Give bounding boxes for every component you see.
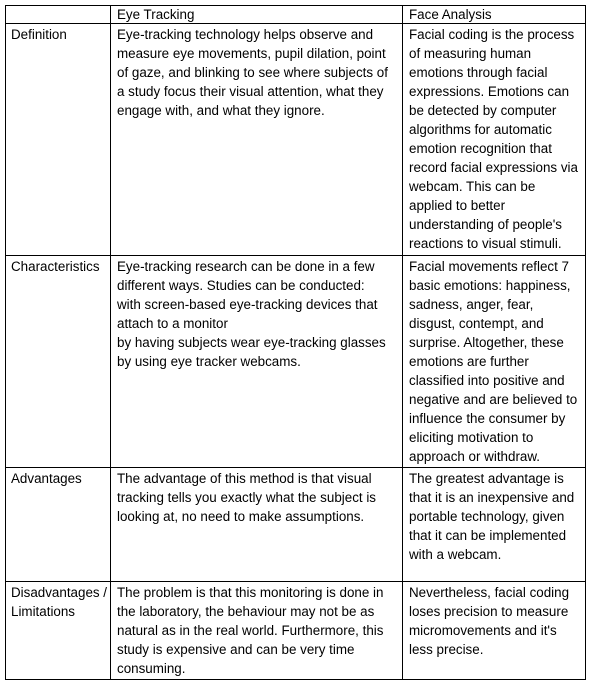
cell-face-analysis-advantages: The greatest advantage is that it is an inexpensive and portable technology, given that it can be implemented with a webcam. [403, 468, 586, 582]
table-row-definition [6, 24, 586, 256]
cell-eye-tracking-definition: Eye-tracking technology helps observe and measure eye movements, pupil dilation, point of gaze, and blinking to see where subjects of a study focus their visual attention, what they engage with, and what they ignore. [111, 24, 403, 256]
header-row [6, 6, 586, 24]
characteristics-line: by having subjects wear eye-tracking glasses [117, 335, 386, 350]
row-label-disadvantages: Disadvantages / Limitations [6, 582, 111, 680]
table-row-advantages [6, 468, 586, 582]
cell-face-analysis-disadvantages: Nevertheless, facial coding loses precision to measure micromovements and it's less precise. [403, 582, 586, 680]
header-cell-face-analysis: Face Analysis [403, 6, 586, 24]
comparison-table [5, 5, 586, 680]
row-label-characteristics: Characteristics [6, 256, 111, 468]
cell-face-analysis-characteristics: Facial movements reflect 7 basic emotions: happiness, sadness, anger, fear, disgust, contempt, and surprise. Altogether, these emotions are further classified into positive and negative and are believed to influence the consumer by eliciting motivation to approach or withdraw. [403, 256, 586, 468]
cell-eye-tracking-characteristics [111, 256, 403, 468]
row-label-definition: Definition [6, 24, 111, 256]
characteristics-line: Eye-tracking research can be done in a few different ways. Studies can be conducted: [117, 259, 375, 293]
cell-eye-tracking-disadvantages: The problem is that this monitoring is done in the laboratory, the behaviour may not be as natural as in the real world. Furthermore, this study is expensive and can be very time consuming. [111, 582, 403, 680]
table-row-disadvantages [6, 582, 586, 680]
header-cell-empty [6, 6, 111, 24]
cell-eye-tracking-advantages: The advantage of this method is that visual tracking tells you exactly what the subject is looking at, no need to make assumptions. [111, 468, 403, 582]
characteristics-line: by using eye tracker webcams. [117, 354, 301, 369]
characteristics-line: with screen-based eye-tracking devices that attach to a monitor [117, 297, 378, 331]
header-cell-eye-tracking: Eye Tracking [111, 6, 403, 24]
cell-face-analysis-definition: Facial coding is the process of measuring human emotions through facial expressions. Emotions can be detected by computer algorithms for automatic emotion recognition that record facial expressions via webcam. This can be applied to better understanding of people's reactions to visual stimuli. [403, 24, 586, 256]
row-label-advantages: Advantages [6, 468, 111, 582]
table-row-characteristics [6, 256, 586, 468]
